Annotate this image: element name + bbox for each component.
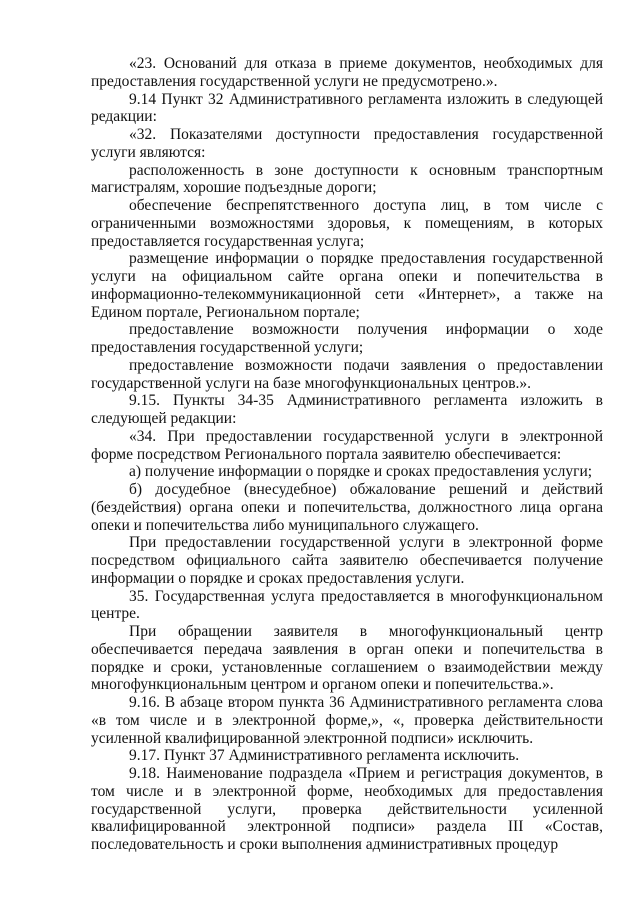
paragraph-9-18: 9.18. Наименование подраздела «Прием и регистрация документов, в том числе и в электронной форме, необходимых для предоставления государственной услуги, проверка действительности усиленной квалифицированной электронной подписи» раздела III «Состав, последовательность и сроки выполнения административных процедур xyxy=(91,765,603,853)
paragraph-9-16: 9.16. В абзаце втором пункта 36 Административного регламента слова «в том числе и в электронной форме,», «, проверка действительности усиленной квалифицированной электронной подписи» исключить. xyxy=(91,694,603,747)
paragraph-information-placement: размещение информации о порядке предоставления государственной услуги на официальном сайте органа опеки и попечительства в информационно-телекоммуникационной сети «Интернет», а также на Едином портале, Региональном портале; xyxy=(91,250,603,321)
paragraph-35-mfc: 35. Государственная услуга предоставляется в многофункциональном центре. xyxy=(91,587,603,623)
paragraph-application-mfc: предоставление возможности подачи заявления о предоставлении государственной услуги на базе многофункциональных центров.». xyxy=(91,356,603,392)
document-page xyxy=(91,55,603,854)
paragraph-mfc-transfer: При обращении заявителя в многофункциональный центр обеспечивается передача заявления в орган опеки и попечительства в порядке и сроки, установленные соглашением о взаимодействии между многофункциональным центром и органом опеки и попечительства.». xyxy=(91,623,603,694)
paragraph-location: расположенность в зоне доступности к основным транспортным магистралям, хорошие подъездные дороги; xyxy=(91,161,603,197)
paragraph-unobstructed-access: обеспечение беспрепятственного доступа лиц, в том числе с ограниченными возможностями здоровья, к помещениям, в которых предоставляется государственная услуга; xyxy=(91,197,603,250)
paragraph-9-14: 9.14 Пункт 32 Административного регламента изложить в следующей редакции: xyxy=(91,90,603,126)
paragraph-official-site: При предоставлении государственной услуги в электронной форме посредством официального сайта заявителю обеспечивается получение информации о порядке и сроках предоставления услуги. xyxy=(91,534,603,587)
paragraph-34-electronic-form: «34. При предоставлении государственной услуги в электронной форме посредством Регионального портала заявителю обеспечивается: xyxy=(91,427,603,463)
paragraph-item-b: б) досудебное (внесудебное) обжалование решений и действий (бездействия) органа опеки и попечительства, должностного лица органа опеки и попечительства либо муниципального служащего. xyxy=(91,481,603,534)
paragraph-23-refusal-grounds: «23. Оснований для отказа в приеме документов, необходимых для предоставления государственной услуги не предусмотрено.». xyxy=(91,55,603,90)
paragraph-9-17: 9.17. Пункт 37 Административного регламента исключить. xyxy=(129,747,520,765)
paragraph-progress-information: предоставление возможности получения информации о ходе предоставления государственной услуги; xyxy=(91,321,603,356)
paragraph-item-a: а) получение информации о порядке и сроках предоставления услуги; xyxy=(129,463,593,481)
paragraph-32-accessibility: «32. Показателями доступности предоставления государственной услуги являются: xyxy=(91,126,603,161)
paragraph-9-15: 9.15. Пункты 34-35 Административного регламента изложить в следующей редакции: xyxy=(91,392,603,427)
